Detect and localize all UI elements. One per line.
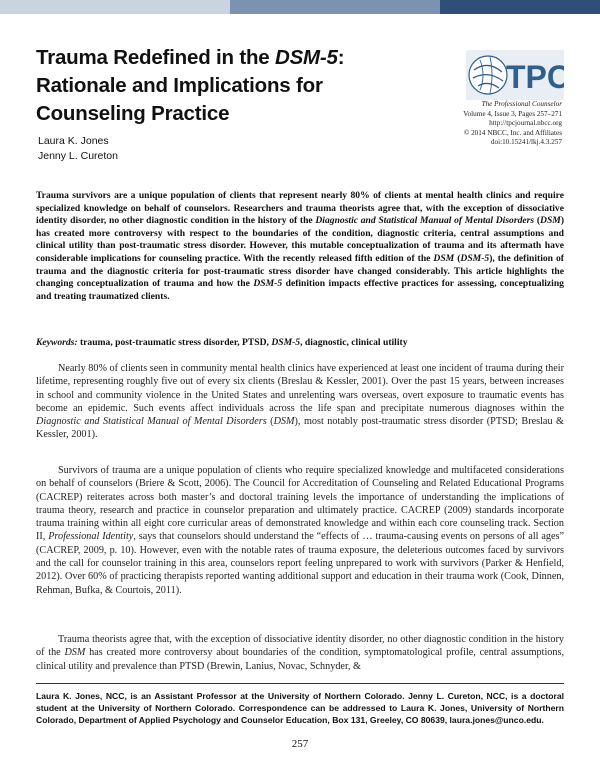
- journal-name: The Professional Counselor: [481, 100, 562, 108]
- title-text-1: Trauma Redefined in the: [36, 46, 275, 69]
- keywords-italic: DSM-5: [271, 337, 301, 348]
- paragraph-italic: Professional Identity: [48, 531, 134, 543]
- journal-url[interactable]: http://tpcjournal.nbcc.org: [489, 119, 562, 128]
- body-paragraph-2: [36, 464, 564, 597]
- paragraph-text: (: [266, 416, 274, 428]
- paragraph-italic: DSM: [273, 416, 295, 428]
- author-footnote: Laura K. Jones, NCC, is an Assistant Professor at the University of Northern Colorado. Jenny L. Cureton, NCC, is a doctoral student at the University of Northern Colorado. Correspondence can be addressed to Laura K. Jones, University of Northern Colorado, Department of Applied Psychology and Counselor Education, Box 131, Greeley, CO 80639, laura.jones@unco.edu.: [36, 691, 564, 725]
- journal-volume: Volume 4, Issue 3, Pages 257–271: [463, 109, 562, 118]
- keywords-label: Keywords:: [36, 337, 78, 348]
- abstract-text: definition impacts effective practices for assessing, conceptualizing and treating traumatized clients.: [36, 278, 564, 302]
- header-color-bar: [0, 0, 600, 14]
- paragraph-text: Nearly 80% of clients seen in community mental health clinics have experienced at least one incident of trauma during their lifetime, representing roughly five out of every six clients (Breslau & Kessler, 2001). Over the past 15 years, between increases in school and community violence in the United States and unrelenting wars overseas, overt exposure to traumatic events has become an epidemic. Such events affect individuals across the life span and precipitate numerous diagnoses within the: [36, 363, 564, 414]
- body-paragraph-1: [36, 362, 564, 442]
- abstract-text: ) has created more controversy with respect to the boundaries of the condition, diagnostic criteria, central assumptions and clinical utility than post-traumatic stress disorder. However, this mutable conceptualization of trauma and its aftermath have considerable implications for counseling practice. With the recently released fifth edition of the: [36, 215, 565, 264]
- journal-info: [382, 100, 562, 148]
- paragraph-italic: Diagnostic and Statistical Manual of Mental Disorders: [36, 416, 267, 428]
- article-title: [36, 44, 426, 128]
- abstract-italic: DSM-5: [460, 252, 490, 264]
- paragraph-text: , says that counselors should understand the “effects of … trauma-causing events on persons of all ages” (CACREP, 2009, p. 10). However, even with the notable rates of trauma exposure, the deleterious outcomes faced by survivors and the call for counselor training in this area, counselors report feeling unprepared to work with survivors (Parker & Henfield, 2012). Over 60% of practicing therapists reported wanting additional support and education in their trauma work (Cook, Dinnen, Rehman, Bufka, & Courtois, 2011).: [36, 531, 564, 596]
- abstract-text: Trauma survivors are a unique population of clients that represent nearly 80% of clients at mental health clinics and require specialized knowledge on behalf of counselors. Researchers and trauma theorists agree that, with the exception of dissociative identity disorder, no other diagnostic condition in the history of the: [36, 190, 564, 227]
- abstract-italic: DSM: [433, 252, 455, 264]
- journal-doi[interactable]: doi:10.15241/lkj.4.3.257: [490, 138, 562, 147]
- abstract-italic: Diagnostic and Statistical Manual of Mental Disorders: [315, 215, 535, 227]
- abstract-italic: DSM: [540, 215, 561, 227]
- author-name: Jenny L. Cureton: [38, 150, 118, 162]
- paragraph-text: Survivors of trauma are a unique population of clients who require specialized knowledge and multifaceted considerations on behalf of counselors (Briere & Scott, 2006). The Council for Accreditation of Counseling and Related Educational Programs (CACREP) reiterates across both master’s and doctoral training levels the importance of understanding the implications of trauma theory, research and practice in counselor preparation and ultimately practice. CACREP (2009) standards incorporate trauma training within all eight core curricular areas of demonstrated knowledge and within each core counseling track. Section II,: [36, 465, 564, 543]
- paragraph-text: has created more controversy about boundaries of the condition, symptomatological profile, central assumptions, clinical utility and prevalence than PTSD (Brewin, Lanius, Novac, Schnyder, &: [36, 647, 564, 672]
- abstract: [36, 190, 564, 303]
- footnote-divider: [36, 683, 564, 684]
- keywords-text: trauma, post-traumatic stress disorder, PTSD,: [77, 337, 272, 348]
- journal-copyright: © 2014 NBCC, Inc. and Affiliates: [463, 128, 562, 137]
- paragraph-text: ), most notably post-traumatic stress disorder (PTSD; Breslau & Kessler, 2001).: [36, 416, 564, 441]
- page-number: 257: [291, 738, 309, 750]
- tpc-journal-logo: [466, 50, 564, 100]
- header-bar-segment-dark: [440, 0, 600, 14]
- header-bar-segment-mid: [230, 0, 440, 14]
- body-paragraph-3: [36, 633, 564, 673]
- abstract-italic: DSM-5: [253, 278, 283, 290]
- title-italic: DSM-5: [274, 46, 338, 69]
- logo-text: TPC: [506, 59, 564, 95]
- abstract-text: (: [454, 252, 461, 264]
- abstract-text: ), the definition of trauma and the diagnostic criteria for post-traumatic stress disorder have changed considerably. This article highlights the changing conceptualization of trauma and how the: [36, 252, 564, 290]
- author-name: Laura K. Jones: [38, 135, 109, 147]
- author-list: [38, 134, 118, 164]
- title-text-2: : Rationale and Implications for Counseling Practice: [36, 46, 345, 125]
- keywords: [36, 337, 564, 350]
- paragraph-italic: DSM: [64, 647, 86, 659]
- abstract-text: (: [534, 215, 541, 227]
- header-bar-segment-light: [0, 0, 230, 14]
- paragraph-text: Trauma theorists agree that, with the exception of dissociative identity disorder, no other diagnostic condition in the history of the: [36, 634, 564, 659]
- keywords-text: , diagnostic, clinical utility: [300, 337, 408, 348]
